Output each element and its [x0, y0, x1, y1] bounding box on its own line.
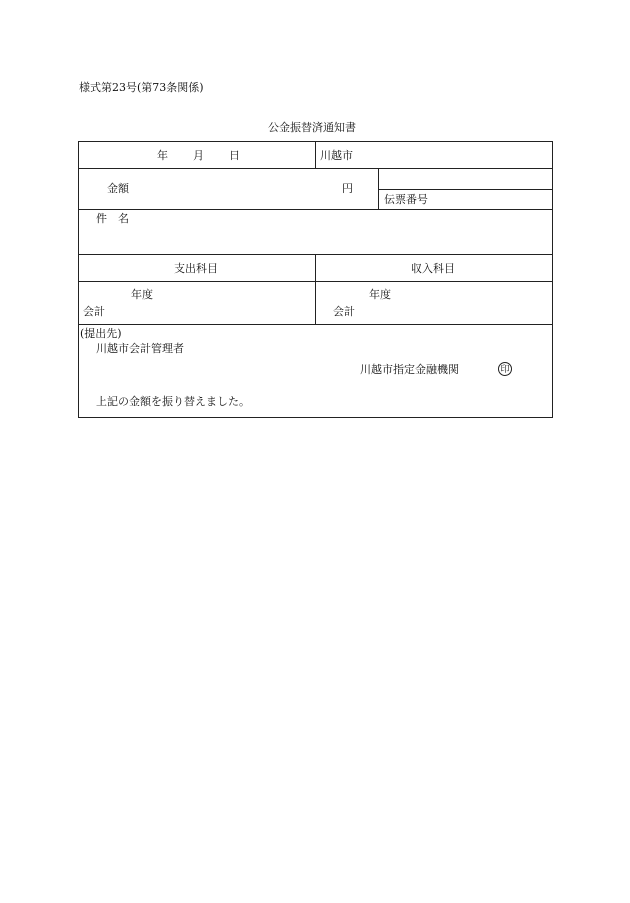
- slip-number-label: 伝票番号: [384, 193, 428, 206]
- month-label: 月: [193, 149, 204, 162]
- expenditure-header: 支出科目: [174, 262, 218, 275]
- rule-after-amount: [78, 209, 553, 210]
- rule-after-accounts: [78, 324, 553, 325]
- form-number: 様式第23号(第73条関係): [79, 81, 204, 94]
- transfer-statement: 上記の金額を振り替えました。: [96, 395, 250, 408]
- revenue-year-label: 年度: [369, 288, 391, 301]
- city-label: 川越市: [320, 149, 353, 162]
- seal-mark: 印: [498, 362, 512, 376]
- rule-slip-number: [378, 189, 553, 190]
- yen-unit: 円: [342, 182, 353, 195]
- revenue-account-label: 会計: [333, 305, 355, 318]
- divider-amount-slip: [378, 168, 379, 209]
- day-label: 日: [229, 149, 240, 162]
- rule-after-date: [78, 168, 553, 169]
- revenue-header: 収入科目: [411, 262, 455, 275]
- form-title: 公金振替済通知書: [268, 121, 356, 134]
- expenditure-account-label: 会計: [83, 305, 105, 318]
- subject-label: 件 名: [96, 212, 129, 225]
- year-label: 年: [157, 149, 168, 162]
- financial-institution: 川越市指定金融機関: [360, 363, 459, 376]
- submission-label: (提出先): [80, 327, 122, 340]
- expenditure-year-label: 年度: [131, 288, 153, 301]
- amount-label: 金額: [107, 182, 129, 195]
- divider-date-city: [315, 141, 316, 168]
- recipient: 川越市会計管理者: [96, 342, 184, 355]
- divider-expenditure-revenue: [315, 254, 316, 324]
